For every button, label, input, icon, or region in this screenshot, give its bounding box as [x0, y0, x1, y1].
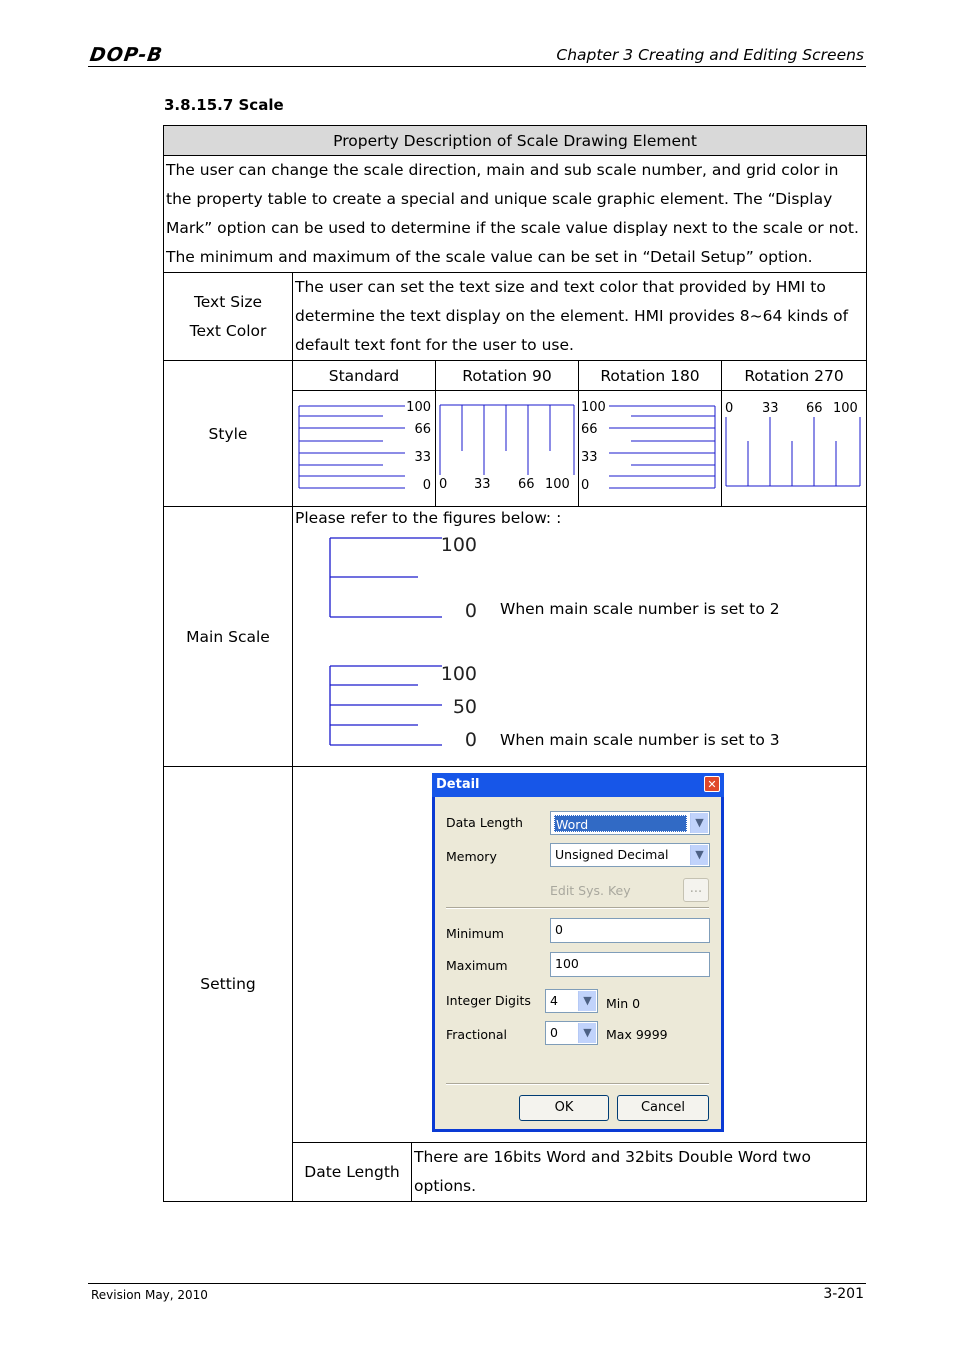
style-header-rot90: Rotation 90	[436, 361, 579, 391]
fractional-value: 0	[550, 1025, 558, 1040]
rot270-tick-label: 33	[762, 401, 779, 416]
style-label: Style	[164, 361, 293, 507]
chevron-down-icon[interactable]: ▼	[690, 813, 708, 833]
style-rot270-cell	[722, 391, 867, 507]
fig2-caption: When main scale number is set to 3	[500, 731, 780, 749]
min-hint: Min 0	[606, 996, 641, 1011]
section-title: 3.8.15.7 Scale	[164, 96, 284, 114]
scale-rot270-figure	[722, 391, 867, 506]
detail-dialog	[432, 773, 724, 1132]
close-icon[interactable]: ✕	[704, 776, 720, 792]
footer-divider	[88, 1283, 866, 1284]
rot90-tick-label: 33	[474, 477, 491, 492]
minimum-label: Minimum	[446, 926, 504, 941]
rot270-tick-label: 100	[833, 401, 858, 416]
rot90-tick-label: 100	[545, 477, 570, 492]
edit-sys-key-button[interactable]: ...	[683, 878, 709, 902]
style-rot90-cell	[436, 391, 579, 507]
rot270-tick-label: 0	[725, 401, 734, 416]
data-length-value: Word	[554, 815, 687, 832]
data-length-label: Data Length	[446, 815, 523, 830]
date-length-desc: There are 16bits Word and 32bits Double Word two options.	[412, 1143, 867, 1202]
std-tick-label: 100	[406, 400, 431, 415]
rot90-tick-label: 66	[518, 477, 535, 492]
integer-digits-label: Integer Digits	[446, 993, 531, 1008]
fig1-tick-label: 100	[440, 534, 477, 556]
logo: DOP-B	[88, 44, 165, 66]
text-description: The user can set the text size and text color that provided by HMI to determine the text display on the element. HMI provides 8~64 kinds of default text font for the user to use.	[293, 273, 867, 361]
integer-digits-select[interactable]	[545, 989, 598, 1013]
main-scale-label: Main Scale	[164, 507, 293, 767]
style-rot180-cell	[579, 391, 722, 507]
memory-select[interactable]	[550, 843, 710, 867]
rot270-tick-label: 66	[806, 401, 823, 416]
setting-label: Setting	[164, 767, 293, 1202]
max-hint: Max 9999	[606, 1027, 668, 1042]
header-divider	[88, 66, 866, 67]
chevron-down-icon[interactable]: ▼	[690, 845, 708, 865]
scale-rot180-figure	[579, 391, 722, 506]
intro-paragraph: The user can change the scale direction, main and sub scale number, and grid color in the property table to create a special and unique scale graphic element. The “Display Mark” option can be used to determine if the scale value display next to the scale or not. The minimum and maximum of the scale value can be set in “Detail Setup” option.	[164, 156, 867, 273]
ok-button[interactable]: OK	[519, 1095, 609, 1121]
integer-digits-value: 4	[550, 993, 558, 1008]
rot180-tick-label: 33	[581, 450, 598, 465]
dialog-title: Detail	[432, 773, 724, 797]
fig2-tick-label: 50	[452, 696, 477, 718]
style-header-standard: Standard	[293, 361, 436, 391]
memory-label: Memory	[446, 849, 497, 864]
text-size-color-label	[164, 273, 293, 361]
maximum-input[interactable]: 100	[550, 952, 710, 977]
main-scale-intro: Please refer to the figures below: :	[295, 509, 562, 527]
dialog-body	[435, 797, 721, 1129]
edit-sys-key-label: Edit Sys. Key	[550, 883, 631, 898]
separator	[446, 1083, 709, 1085]
fractional-label: Fractional	[446, 1027, 508, 1042]
std-tick-label: 66	[414, 422, 431, 437]
rot180-tick-label: 66	[581, 422, 598, 437]
date-length-label: Date Length	[293, 1143, 412, 1202]
separator	[446, 907, 709, 909]
page-number: 3-201	[823, 1286, 864, 1302]
chevron-down-icon[interactable]: ▼	[578, 991, 596, 1011]
fig2-tick-label: 0	[464, 729, 477, 751]
scale-rot90-figure	[436, 391, 579, 506]
data-length-select[interactable]	[550, 811, 710, 835]
revision-text: Revision May, 2010	[91, 1288, 208, 1302]
scale-standard-figure	[293, 391, 436, 506]
main-scale-figures	[323, 533, 523, 763]
fig1-tick-label: 0	[464, 600, 477, 622]
std-tick-label: 33	[414, 450, 431, 465]
text-color-label: Text Color	[189, 321, 267, 340]
fig1-caption: When main scale number is set to 2	[500, 600, 780, 618]
fractional-select[interactable]	[545, 1021, 598, 1045]
memory-value: Unsigned Decimal	[555, 847, 669, 862]
table-title: Property Description of Scale Drawing Element	[164, 126, 867, 156]
chevron-down-icon[interactable]: ▼	[578, 1023, 596, 1043]
style-header-rot270: Rotation 270	[722, 361, 867, 391]
rot180-tick-label: 100	[581, 400, 606, 415]
cancel-button[interactable]: Cancel	[617, 1095, 709, 1121]
style-standard-cell	[293, 391, 436, 507]
rot180-tick-label: 0	[581, 478, 590, 493]
fig2-tick-label: 100	[440, 663, 477, 685]
chapter-title: Chapter 3 Creating and Editing Screens	[556, 46, 864, 64]
maximum-label: Maximum	[446, 958, 508, 973]
text-size-label: Text Size	[193, 292, 263, 311]
minimum-input[interactable]: 0	[550, 918, 710, 943]
style-header-rot180: Rotation 180	[579, 361, 722, 391]
main-scale-cell	[293, 507, 867, 767]
std-tick-label: 0	[422, 478, 431, 493]
rot90-tick-label: 0	[439, 477, 448, 492]
